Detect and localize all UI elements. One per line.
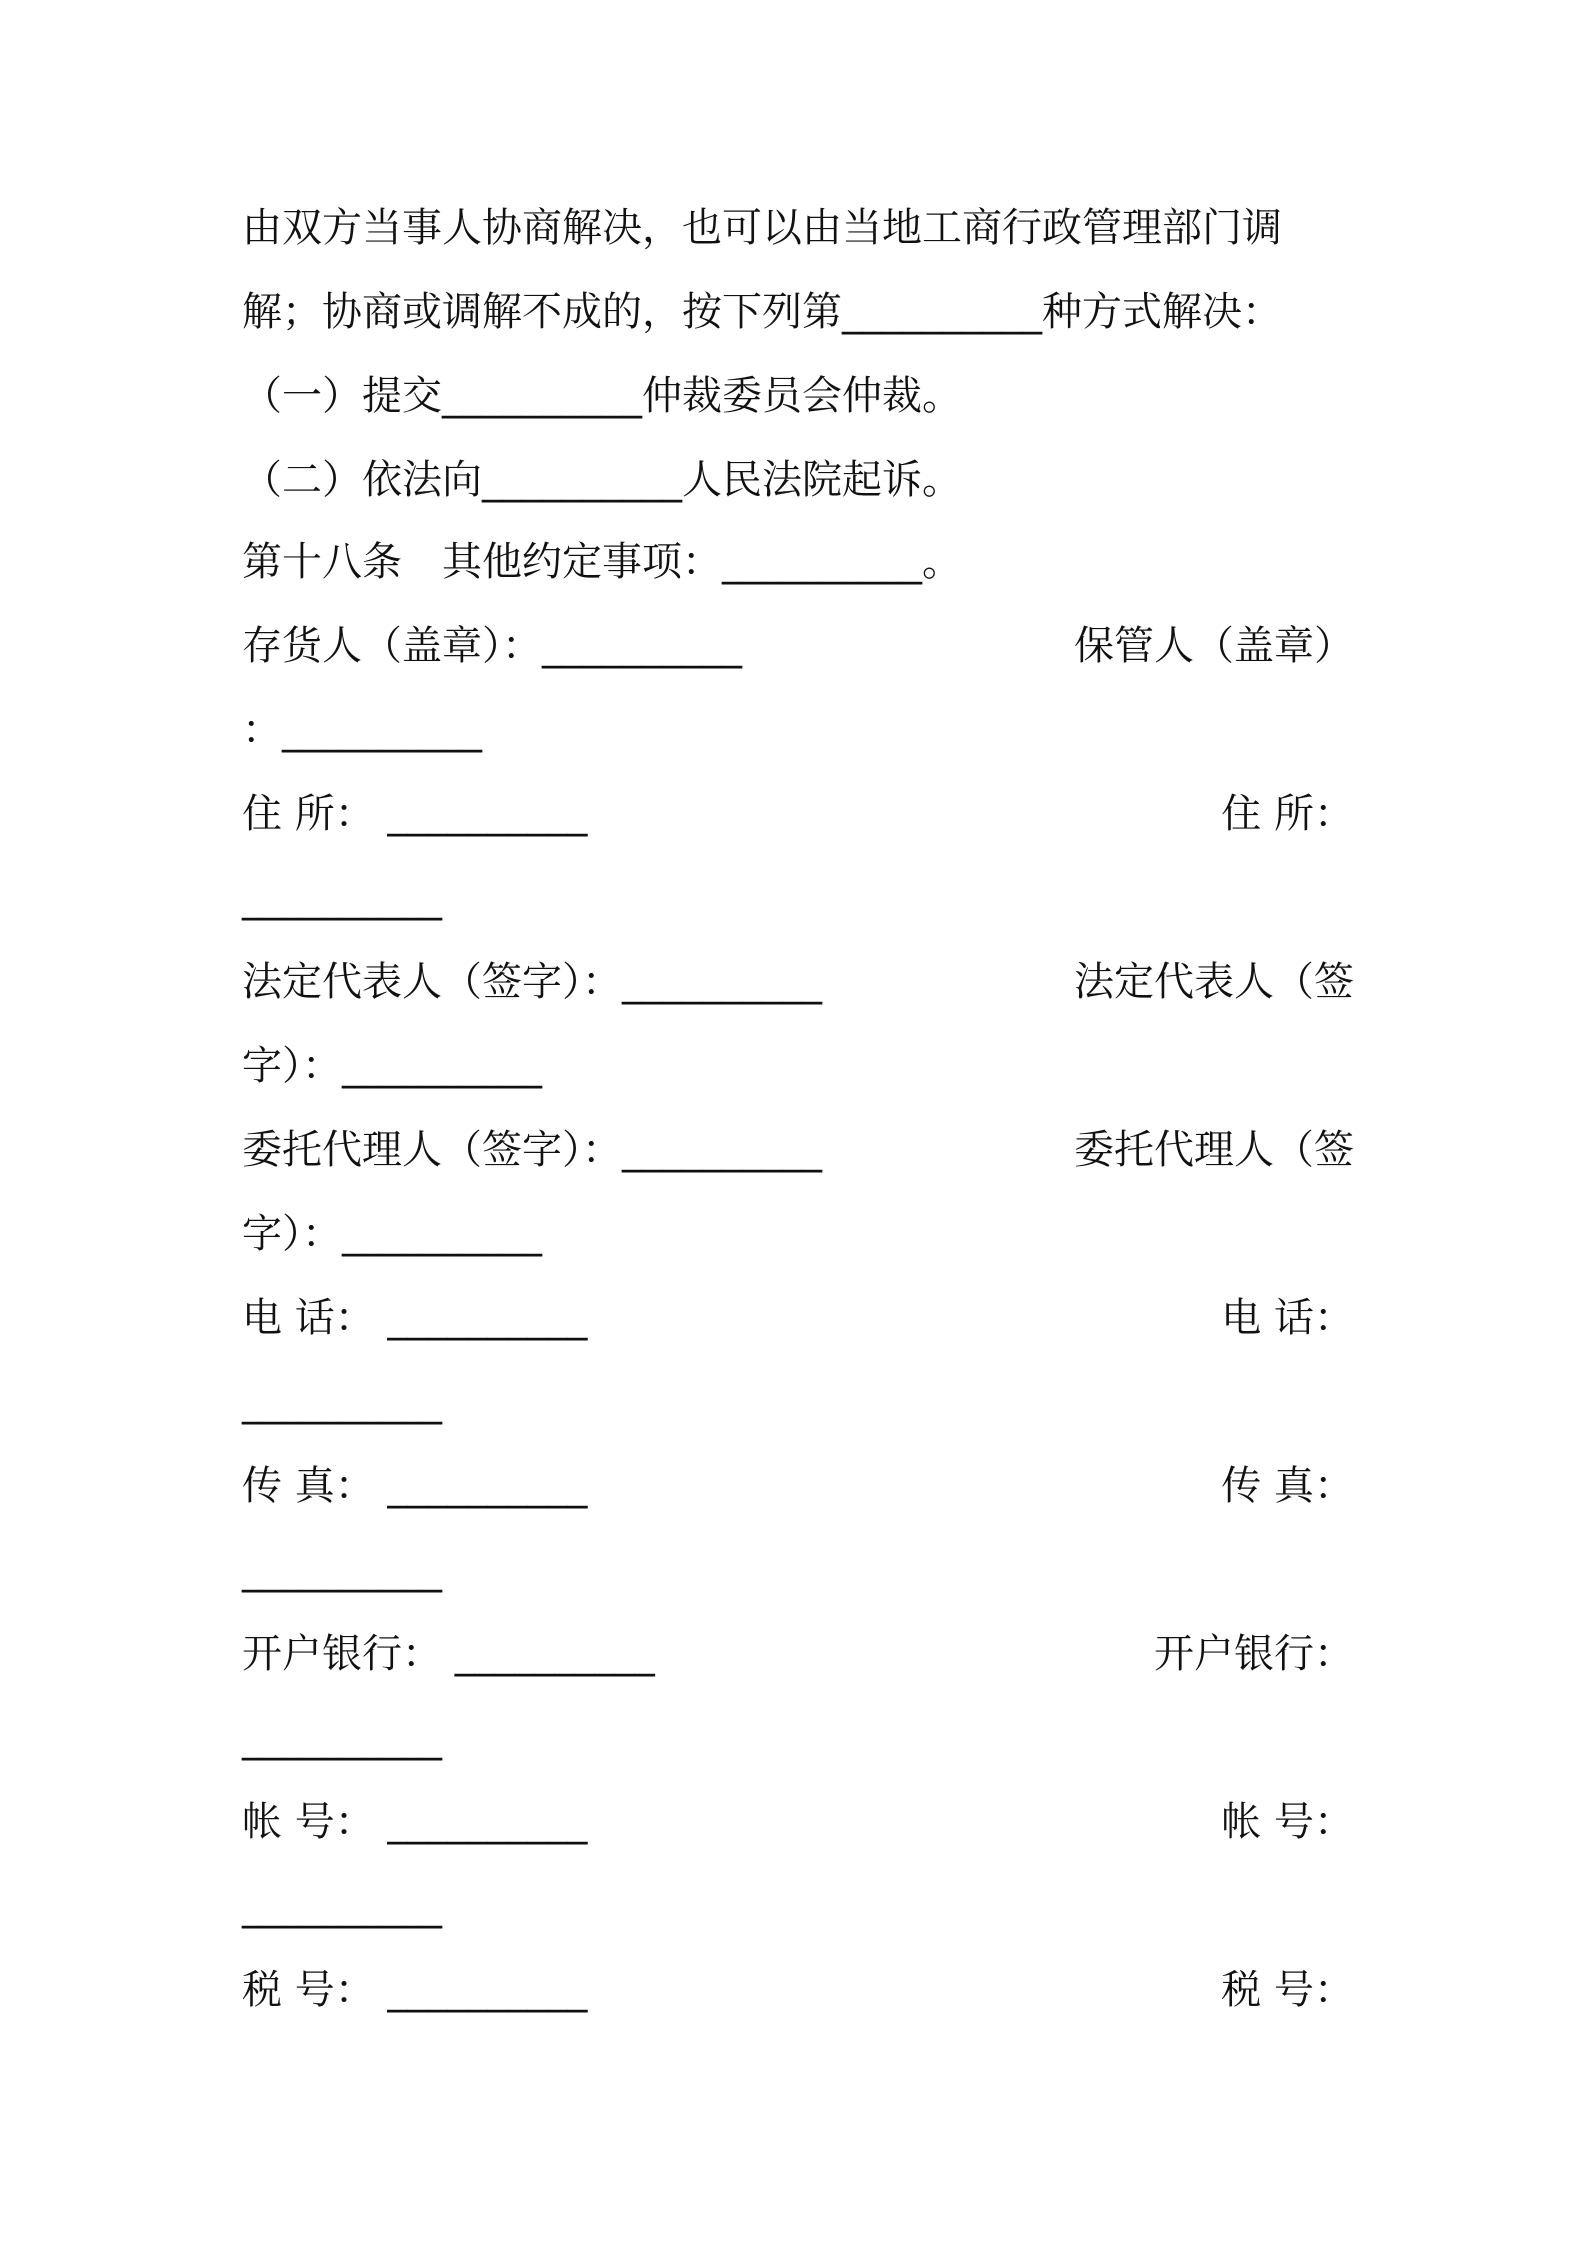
depositor-agent-field: 委托代理人（签字）：__________ [242,1127,822,1173]
custodian-bank-label: 开户银行： [1154,1631,1354,1677]
clause-text-line-2: 解；协商或调解不成的，按下列第__________种方式解决： [242,289,1282,335]
custodian-agent-field: 字）：__________ [242,1211,542,1257]
custodian-bank-field: __________ [242,1715,442,1761]
depositor-address-field: 住 所： __________ [242,791,588,837]
article-18-other-matters: 第十八条 其他约定事项：__________。 [242,539,962,585]
depositor-phone-field: 电 话： __________ [242,1295,588,1341]
custodian-address-field: __________ [242,875,442,921]
custodian-phone-field: __________ [242,1379,442,1425]
depositor-legal-rep-field: 法定代表人（签字）：__________ [242,959,822,1005]
custodian-agent-label: 委托代理人（签 [1074,1127,1354,1173]
depositor-tax-id-field: 税 号： __________ [242,1967,588,2013]
custodian-tax-id-label: 税 号： [1221,1967,1354,2013]
custodian-legal-rep-field: 字）：__________ [242,1043,542,1089]
custodian-address-label: 住 所： [1221,791,1354,837]
depositor-bank-field: 开户银行： __________ [242,1631,655,1677]
depositor-fax-field: 传 真： __________ [242,1463,588,1509]
litigation-option: （二）依法向__________人民法院起诉。 [242,457,962,503]
clause-text-line-1: 由双方当事人协商解决，也可以由当地工商行政管理部门调 [242,205,1282,251]
custodian-seal-field: ：__________ [242,707,482,753]
custodian-fax-field: __________ [242,1547,442,1593]
custodian-legal-rep-label: 法定代表人（签 [1074,959,1354,1005]
custodian-fax-label: 传 真： [1221,1463,1354,1509]
custodian-phone-label: 电 话： [1221,1295,1354,1341]
depositor-account-field: 帐 号： __________ [242,1799,588,1845]
arbitration-option: （一）提交__________仲裁委员会仲裁。 [242,373,962,419]
custodian-account-label: 帐 号： [1221,1799,1354,1845]
custodian-seal-label: 保管人（盖章） [1074,623,1354,669]
custodian-account-field: __________ [242,1883,442,1929]
depositor-seal-field: 存货人（盖章）：__________ [242,623,742,669]
